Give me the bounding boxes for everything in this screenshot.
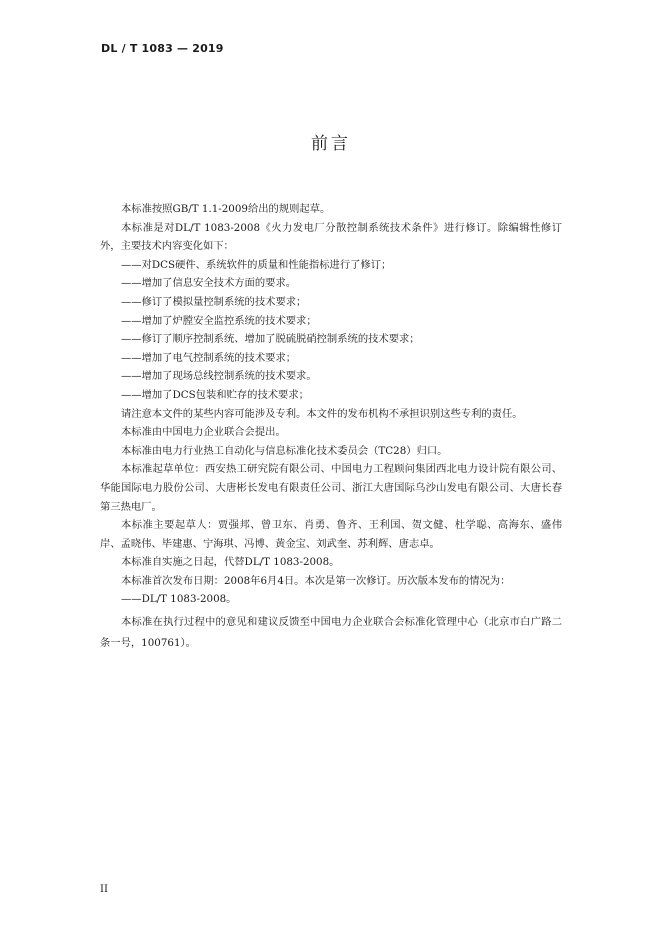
page-number: II xyxy=(100,884,108,895)
paragraph-patent-notice: 请注意本文件的某些内容可能涉及专利。本文件的发布机构不承担识别这些专利的责任。 xyxy=(121,407,523,420)
paragraph-drafters: 本标准主要起草人：贾强邦、曾卫东、肖勇、鲁齐、王利国、贺文健、杜学聪、高海东、盛伟岸、孟晓伟、毕建惠、宁海琪、冯博、黄金宝、刘武奎、苏利辉、唐志卓。 xyxy=(100,519,562,550)
paragraph-drafting-rules: 本标准按照GB/T 1.1-2009给出的规则起草。 xyxy=(121,203,331,215)
page-title: 前言 xyxy=(311,134,351,154)
paragraph-replaces: 本标准自实施之日起，代替DL/T 1083-2008。 xyxy=(121,556,340,569)
list-item-change: ——修订了顺序控制系统、增加了脱硫脱硝控制系统的技术要求； xyxy=(121,333,420,346)
list-item-change: ——增加了信息安全技术方面的要求。 xyxy=(121,277,297,290)
standard-code-header: DL / T 1083 — 2019 xyxy=(101,42,224,55)
paragraph-committee: 本标准由电力行业热工自动化与信息标准化技术委员会（TC28）归口。 xyxy=(121,444,448,457)
list-item-change: ——增加了电气控制系统的技术要求； xyxy=(121,351,297,364)
list-item-change: ——修订了模拟量控制系统的技术要求； xyxy=(121,295,307,308)
foreword-body xyxy=(100,200,562,654)
paragraph-release-history: 本标准首次发布日期：2008年6月4日。本次是第一次修订。历次版本发布的情况为： xyxy=(121,574,511,587)
list-item-change: ——增加了现场总线控制系统的技术要求。 xyxy=(121,370,317,383)
paragraph-revision-intro: 本标准是对DL/T 1083-2008《火力发电厂分散控制系统技术条件》进行修订。除编辑性修订外，主要技术内容变化如下： xyxy=(100,221,562,253)
list-item-change: ——增加了炉膛安全监控系统的技术要求； xyxy=(121,314,317,327)
paragraph-proposer: 本标准由中国电力企业联合会提出。 xyxy=(121,426,286,439)
list-item-change: ——对DCS硬件、系统软件的质量和性能指标进行了修订； xyxy=(121,258,392,271)
list-item-previous-edition: ——DL/T 1083-2008。 xyxy=(121,593,237,606)
list-item-change: ——增加了DCS包装和贮存的技术要求； xyxy=(121,388,309,401)
paragraph-feedback: 本标准在执行过程中的意见和建议反馈至中国电力企业联合会标准化管理中心（北京市白广路二条一号，100761）。 xyxy=(100,616,562,650)
paragraph-drafting-units: 本标准起草单位：西安热工研究院有限公司、中国电力工程顾问集团西北电力设计院有限公司、华能国际电力股份公司、大唐彬长发电有限责任公司、浙江大唐国际乌沙山发电有限公司、大唐长春第三热电厂。 xyxy=(100,463,562,513)
